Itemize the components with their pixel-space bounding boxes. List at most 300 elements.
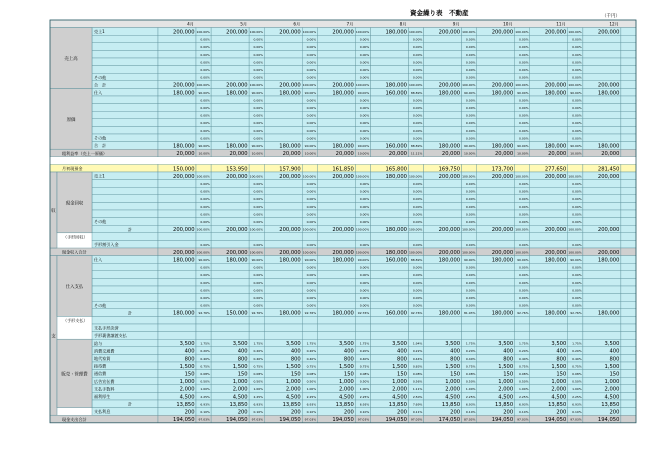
cell-percent: 2.25% — [572, 394, 582, 399]
row-label: 計 — [128, 401, 133, 407]
value-cell — [370, 43, 408, 51]
value-cell — [317, 263, 355, 271]
cell-value: 200,000 — [173, 227, 195, 234]
value-cell — [158, 111, 196, 119]
cell-percent: 0.75% — [306, 364, 317, 369]
cell-value: 20,000 — [601, 151, 620, 158]
value-cell — [583, 233, 621, 241]
cell-percent: 0.00% — [200, 45, 210, 50]
cell-value: 180,000 — [438, 90, 461, 97]
cell-percent: 0.00% — [359, 288, 370, 293]
cell-percent: 0.00% — [519, 121, 529, 126]
row-label-cell — [92, 271, 158, 279]
value-cell — [264, 301, 302, 309]
cell-percent: 0.00% — [306, 60, 317, 65]
cell-percent: 100.00% — [302, 250, 317, 255]
value-cell — [158, 195, 196, 203]
cell-percent: 0.00% — [412, 303, 423, 308]
row-label-cell — [92, 35, 158, 43]
value-cell — [583, 218, 621, 226]
cell-percent: 0.00% — [519, 128, 529, 133]
value-cell — [317, 286, 355, 294]
cell-value: 200,000 — [279, 29, 301, 36]
cell-value: 1,000 — [551, 379, 567, 386]
cell-value: 200 — [290, 409, 301, 416]
cell-percent: 100.00% — [302, 227, 317, 232]
value-cell — [264, 332, 302, 340]
cell-percent: 0.00% — [572, 60, 582, 65]
cell-value: 194,050 — [279, 417, 301, 424]
cell-percent: 0.20% — [519, 349, 529, 354]
cell-percent: 0.00% — [519, 204, 529, 209]
cell-percent: 6.93% — [359, 402, 370, 407]
cell-percent: 0.00% — [253, 265, 264, 270]
month-header-8: 8月 — [399, 21, 407, 27]
value-cell — [477, 195, 515, 203]
cell-percent: 0.00% — [200, 75, 210, 80]
cell-value: 194,050 — [385, 417, 407, 424]
row-label: 広告宣伝費 — [94, 378, 115, 384]
value-cell — [424, 332, 462, 340]
cell-percent: 0.00% — [572, 303, 582, 308]
cell-value: 200,000 — [544, 173, 567, 180]
value-cell — [583, 278, 621, 286]
value-cell — [583, 195, 621, 203]
cell-percent: 1.75% — [519, 341, 529, 346]
cell-percent: 0.00% — [200, 197, 210, 202]
cell-value: 180,000 — [385, 227, 407, 234]
cell-value: 157,900 — [279, 166, 301, 173]
percent-cell — [621, 240, 636, 248]
cell-value: 1,000 — [392, 379, 407, 386]
cell-percent: 0.00% — [412, 189, 423, 194]
row-label: その他 — [94, 74, 107, 80]
value-cell — [424, 278, 462, 286]
cell-percent: 10.00% — [357, 151, 370, 156]
value-cell — [583, 202, 621, 210]
cell-percent: 10.00% — [304, 151, 317, 156]
cell-value: 169,750 — [438, 166, 461, 173]
cell-value: 180,000 — [544, 310, 567, 317]
cell-percent: 1.75% — [465, 341, 476, 346]
value-cell — [211, 210, 249, 218]
percent-cell — [621, 187, 636, 195]
value-cell — [530, 50, 568, 58]
cell-percent: 100.00% — [462, 30, 476, 34]
value-cell — [477, 263, 515, 271]
cell-value: 1,500 — [285, 363, 301, 370]
month-header-9: 9月 — [452, 21, 460, 27]
cell-percent: 100.00% — [249, 174, 264, 179]
cell-value: 150 — [503, 371, 514, 378]
cell-percent: 0.00% — [253, 106, 264, 110]
cell-percent: 0.10% — [572, 410, 582, 414]
cell-percent: 0.75% — [572, 364, 582, 369]
cell-percent: 0.40% — [572, 356, 582, 361]
cell-percent: 90.00% — [517, 258, 529, 262]
value-cell — [211, 43, 249, 51]
cell-percent: 90.00% — [304, 258, 317, 262]
row-label-cell — [92, 278, 158, 286]
cell-percent: 0.00% — [519, 75, 529, 80]
percent-cell — [302, 233, 317, 241]
value-cell — [477, 316, 515, 324]
cell-percent: 90.00% — [464, 258, 476, 262]
percent-cell — [196, 324, 211, 332]
value-cell — [211, 119, 249, 127]
cell-percent: 90.00% — [198, 90, 210, 95]
cell-value: 180,000 — [279, 257, 301, 264]
value-cell — [158, 134, 196, 142]
cell-percent: 0.08% — [519, 372, 529, 376]
cell-percent: 0.00% — [253, 204, 264, 209]
cell-value: 200,000 — [544, 82, 567, 89]
cell-percent: 92.76% — [357, 311, 370, 316]
row-label-cell — [92, 187, 158, 195]
cell-percent: 0.50% — [519, 379, 529, 384]
value-cell — [158, 286, 196, 294]
cell-value: 200,000 — [279, 249, 301, 256]
cell-percent: 0.40% — [306, 356, 317, 361]
cell-value: 4,500 — [232, 394, 248, 401]
cell-percent: 0.00% — [465, 136, 476, 141]
value-cell — [211, 286, 249, 294]
value-cell — [264, 233, 302, 241]
cell-value: 194,050 — [226, 417, 248, 424]
cell-percent: 0.08% — [465, 372, 476, 376]
cell-percent: 100.00% — [249, 227, 264, 232]
value-cell — [264, 316, 302, 324]
value-cell — [530, 43, 568, 51]
value-cell — [317, 278, 355, 286]
percent-cell — [621, 81, 636, 89]
cell-percent: 0.00% — [306, 52, 317, 57]
cell-percent: 0.00% — [359, 197, 370, 202]
value-cell — [264, 126, 302, 134]
percent-cell — [621, 225, 636, 233]
value-cell — [530, 66, 568, 74]
cell-value: 3,500 — [445, 341, 461, 348]
value-cell — [211, 187, 249, 195]
cell-percent: 0.00% — [306, 189, 317, 194]
cell-percent: 0.00% — [200, 60, 210, 65]
cell-value: 4,500 — [285, 394, 301, 401]
value-cell — [530, 126, 568, 134]
cell-percent: 0.10% — [200, 410, 210, 414]
percent-cell — [621, 50, 636, 58]
value-cell — [158, 301, 196, 309]
percent-cell — [621, 73, 636, 81]
cell-percent: 0.08% — [412, 372, 423, 376]
value-cell — [583, 301, 621, 309]
cell-percent: 1.00% — [306, 387, 317, 392]
cell-percent: 11.11% — [410, 151, 423, 156]
percent-cell — [462, 233, 477, 241]
cell-percent: 2.25% — [465, 394, 476, 399]
cell-percent: 100.00% — [355, 227, 370, 232]
cell-percent: 1.75% — [253, 341, 264, 346]
cell-value: 180,000 — [597, 143, 620, 150]
cell-value: 200,000 — [226, 82, 248, 89]
cell-percent: 0.00% — [572, 273, 582, 278]
section-sga: 販売・管理費 — [61, 372, 88, 378]
cell-percent: 0.00% — [465, 288, 476, 293]
cell-value: 200,000 — [438, 82, 461, 89]
row-label-cell — [92, 316, 158, 324]
cell-percent: 90.00% — [357, 144, 370, 148]
percent-cell — [408, 332, 423, 340]
percent-cell — [621, 263, 636, 271]
cell-percent: 7.69% — [412, 402, 423, 407]
cell-percent: 0.00% — [519, 98, 529, 103]
cell-percent: 2.25% — [306, 394, 317, 399]
value-cell — [158, 278, 196, 286]
value-cell — [370, 263, 408, 271]
value-cell — [317, 119, 355, 127]
cell-percent: 0.00% — [572, 204, 582, 209]
cell-percent: 100.00% — [249, 250, 264, 255]
percent-cell — [408, 324, 423, 332]
cell-value: 800 — [290, 356, 301, 363]
value-cell — [211, 35, 249, 43]
cell-percent: 0.08% — [572, 372, 582, 376]
cell-percent: 0.00% — [519, 220, 529, 224]
cell-percent: 0.00% — [306, 128, 317, 133]
value-cell — [264, 73, 302, 81]
value-cell — [370, 332, 408, 340]
value-cell — [424, 294, 462, 302]
cell-value: 400 — [237, 348, 248, 355]
value-cell — [264, 35, 302, 43]
cell-value: 800 — [397, 356, 407, 363]
cell-value: 161,850 — [332, 166, 354, 173]
cell-value: 200,000 — [279, 82, 301, 89]
cell-percent: 100.00% — [196, 30, 210, 34]
cell-percent: 100.00% — [196, 174, 210, 179]
cell-value: 180,000 — [279, 143, 301, 150]
cell-percent: 0.00% — [519, 242, 529, 247]
cell-value: 180,000 — [332, 90, 354, 97]
cell-percent: 2.25% — [519, 394, 529, 399]
cell-value: 20,000 — [176, 151, 195, 158]
cell-percent: 0.00% — [359, 242, 370, 247]
value-cell — [530, 134, 568, 142]
value-cell — [211, 58, 249, 66]
value-cell — [211, 271, 249, 279]
cell-percent: 0.00% — [572, 68, 582, 72]
percent-cell — [621, 35, 636, 43]
cell-percent: 90.00% — [517, 90, 529, 95]
cell-percent: 0.00% — [572, 45, 582, 50]
cell-value: 1,000 — [285, 379, 301, 386]
value-cell — [530, 233, 568, 241]
value-cell — [477, 180, 515, 188]
value-cell — [477, 218, 515, 226]
cell-value: 165,800 — [385, 166, 407, 173]
cell-value: 150 — [397, 371, 407, 378]
value-cell — [158, 126, 196, 134]
cell-percent: 0.00% — [519, 106, 529, 110]
cell-percent: 0.00% — [253, 75, 264, 80]
cell-value: 13,850 — [441, 401, 461, 408]
cell-percent: 0.75% — [359, 364, 370, 369]
cell-value: 200,000 — [332, 249, 354, 256]
value-cell — [583, 66, 621, 74]
value-cell — [317, 50, 355, 58]
value-cell — [158, 73, 196, 81]
value-cell — [530, 202, 568, 210]
cell-percent: 100.00% — [302, 174, 317, 179]
value-cell — [370, 301, 408, 309]
cell-percent: 0.00% — [519, 296, 529, 300]
cell-percent: 92.76% — [251, 311, 264, 316]
cell-percent: 0.00% — [465, 265, 476, 270]
section-collection: 現金回収 — [65, 201, 84, 207]
cell-value: 180,000 — [385, 249, 407, 256]
value-cell — [158, 240, 196, 248]
cell-percent: 0.00% — [572, 136, 582, 141]
cell-value: 200,000 — [438, 173, 461, 180]
cell-percent: 100.00% — [515, 83, 529, 88]
value-cell — [264, 240, 302, 248]
value-cell — [424, 271, 462, 279]
value-cell — [264, 286, 302, 294]
value-cell — [317, 240, 355, 248]
cell-percent: 0.00% — [412, 113, 423, 118]
percent-cell — [568, 164, 583, 172]
row-label: 計 — [128, 310, 133, 316]
cell-percent: 0.00% — [412, 68, 423, 72]
value-cell — [424, 119, 462, 127]
cell-percent: 0.00% — [306, 197, 317, 202]
percent-cell — [355, 332, 370, 340]
cell-percent: 0.00% — [572, 189, 582, 194]
value-cell — [424, 187, 462, 195]
cell-percent: 0.00% — [306, 68, 317, 72]
value-cell — [158, 104, 196, 112]
cell-value: 2,000 — [179, 386, 195, 393]
value-cell — [158, 233, 196, 241]
percent-cell — [621, 286, 636, 294]
value-cell — [158, 294, 196, 302]
cell-percent: 0.00% — [572, 75, 582, 80]
cell-value: 3,500 — [232, 341, 248, 348]
cell-percent: 0.50% — [253, 379, 264, 384]
percent-cell — [196, 233, 211, 241]
cell-percent: 0.50% — [359, 379, 370, 384]
value-cell — [477, 332, 515, 340]
cell-value: 180,000 — [385, 173, 407, 180]
cell-value: 150 — [556, 371, 567, 378]
value-cell — [583, 111, 621, 119]
cell-percent: 0.00% — [519, 303, 529, 308]
cell-percent: 0.00% — [465, 280, 476, 285]
row-label-cell — [92, 202, 158, 210]
value-cell — [317, 126, 355, 134]
value-cell — [530, 96, 568, 104]
cell-percent: 0.00% — [359, 98, 370, 103]
row-label-cell — [92, 126, 158, 134]
cell-percent: 0.00% — [465, 52, 476, 57]
percent-cell — [621, 385, 636, 393]
percent-cell — [249, 164, 264, 172]
cell-percent: 0.40% — [253, 356, 264, 361]
cell-percent: 0.00% — [306, 273, 317, 278]
cell-value: 13,850 — [282, 401, 301, 408]
cell-percent: 0.00% — [465, 121, 476, 126]
cell-percent: 0.00% — [412, 37, 423, 42]
cell-value: 180,000 — [332, 143, 354, 150]
cell-percent: 0.00% — [465, 98, 476, 103]
cell-value: 3,500 — [285, 341, 301, 348]
percent-cell — [621, 271, 636, 279]
value-cell — [583, 332, 621, 340]
row-label: 現金支出合計 — [62, 416, 87, 422]
value-cell — [530, 240, 568, 248]
cell-percent: 1.11% — [412, 387, 423, 392]
row-label-cell — [92, 400, 158, 408]
cell-percent: 0.00% — [359, 280, 370, 285]
cell-value: 180,000 — [226, 257, 248, 264]
cell-value: 200,000 — [544, 249, 567, 256]
cell-percent: 97.03% — [570, 417, 582, 422]
cell-percent: 0.00% — [359, 60, 370, 65]
cell-percent: 0.00% — [412, 52, 423, 57]
cell-value: 200 — [450, 409, 461, 416]
cell-percent: 0.00% — [519, 68, 529, 72]
value-cell — [317, 66, 355, 74]
cell-percent: 0.00% — [253, 288, 264, 293]
value-cell — [317, 210, 355, 218]
percent-cell — [621, 58, 636, 66]
row-label-cell — [92, 111, 158, 119]
cell-percent: 0.00% — [200, 128, 210, 133]
cell-value: 400 — [503, 348, 514, 355]
cell-value: 800 — [184, 356, 195, 363]
cell-value: 4,500 — [445, 394, 461, 401]
cell-value: 200,000 — [597, 29, 620, 36]
percent-cell — [408, 164, 423, 172]
cell-percent: 0.00% — [200, 204, 210, 209]
cell-percent: 0.00% — [465, 128, 476, 133]
cell-percent: 0.08% — [253, 372, 264, 376]
cell-percent: 0.00% — [359, 204, 370, 209]
cell-percent: 0.40% — [465, 356, 476, 361]
cell-percent: 100.00% — [355, 250, 370, 255]
cell-percent: 0.00% — [306, 296, 317, 300]
cell-percent: 0.00% — [572, 197, 582, 202]
cell-percent: 0.00% — [519, 113, 529, 118]
cell-value: 4,500 — [392, 394, 407, 401]
cell-percent: 0.75% — [200, 364, 210, 369]
cell-percent: 0.00% — [306, 303, 317, 308]
cell-percent: 0.00% — [519, 288, 529, 293]
value-cell — [530, 119, 568, 127]
cell-percent: 0.00% — [465, 113, 476, 118]
cell-percent: 1.00% — [465, 387, 476, 392]
cell-value: 2,000 — [498, 386, 514, 393]
percent-cell — [302, 164, 317, 172]
percent-cell — [355, 316, 370, 324]
value-cell — [583, 286, 621, 294]
cell-percent: 0.50% — [200, 379, 210, 384]
cell-value: 13,850 — [388, 401, 407, 408]
cell-percent: 0.00% — [359, 75, 370, 80]
cell-percent: 90.00% — [251, 144, 264, 148]
cell-value: 3,500 — [551, 341, 567, 348]
cell-percent: 0.00% — [359, 212, 370, 217]
cell-percent: 0.00% — [519, 37, 529, 42]
